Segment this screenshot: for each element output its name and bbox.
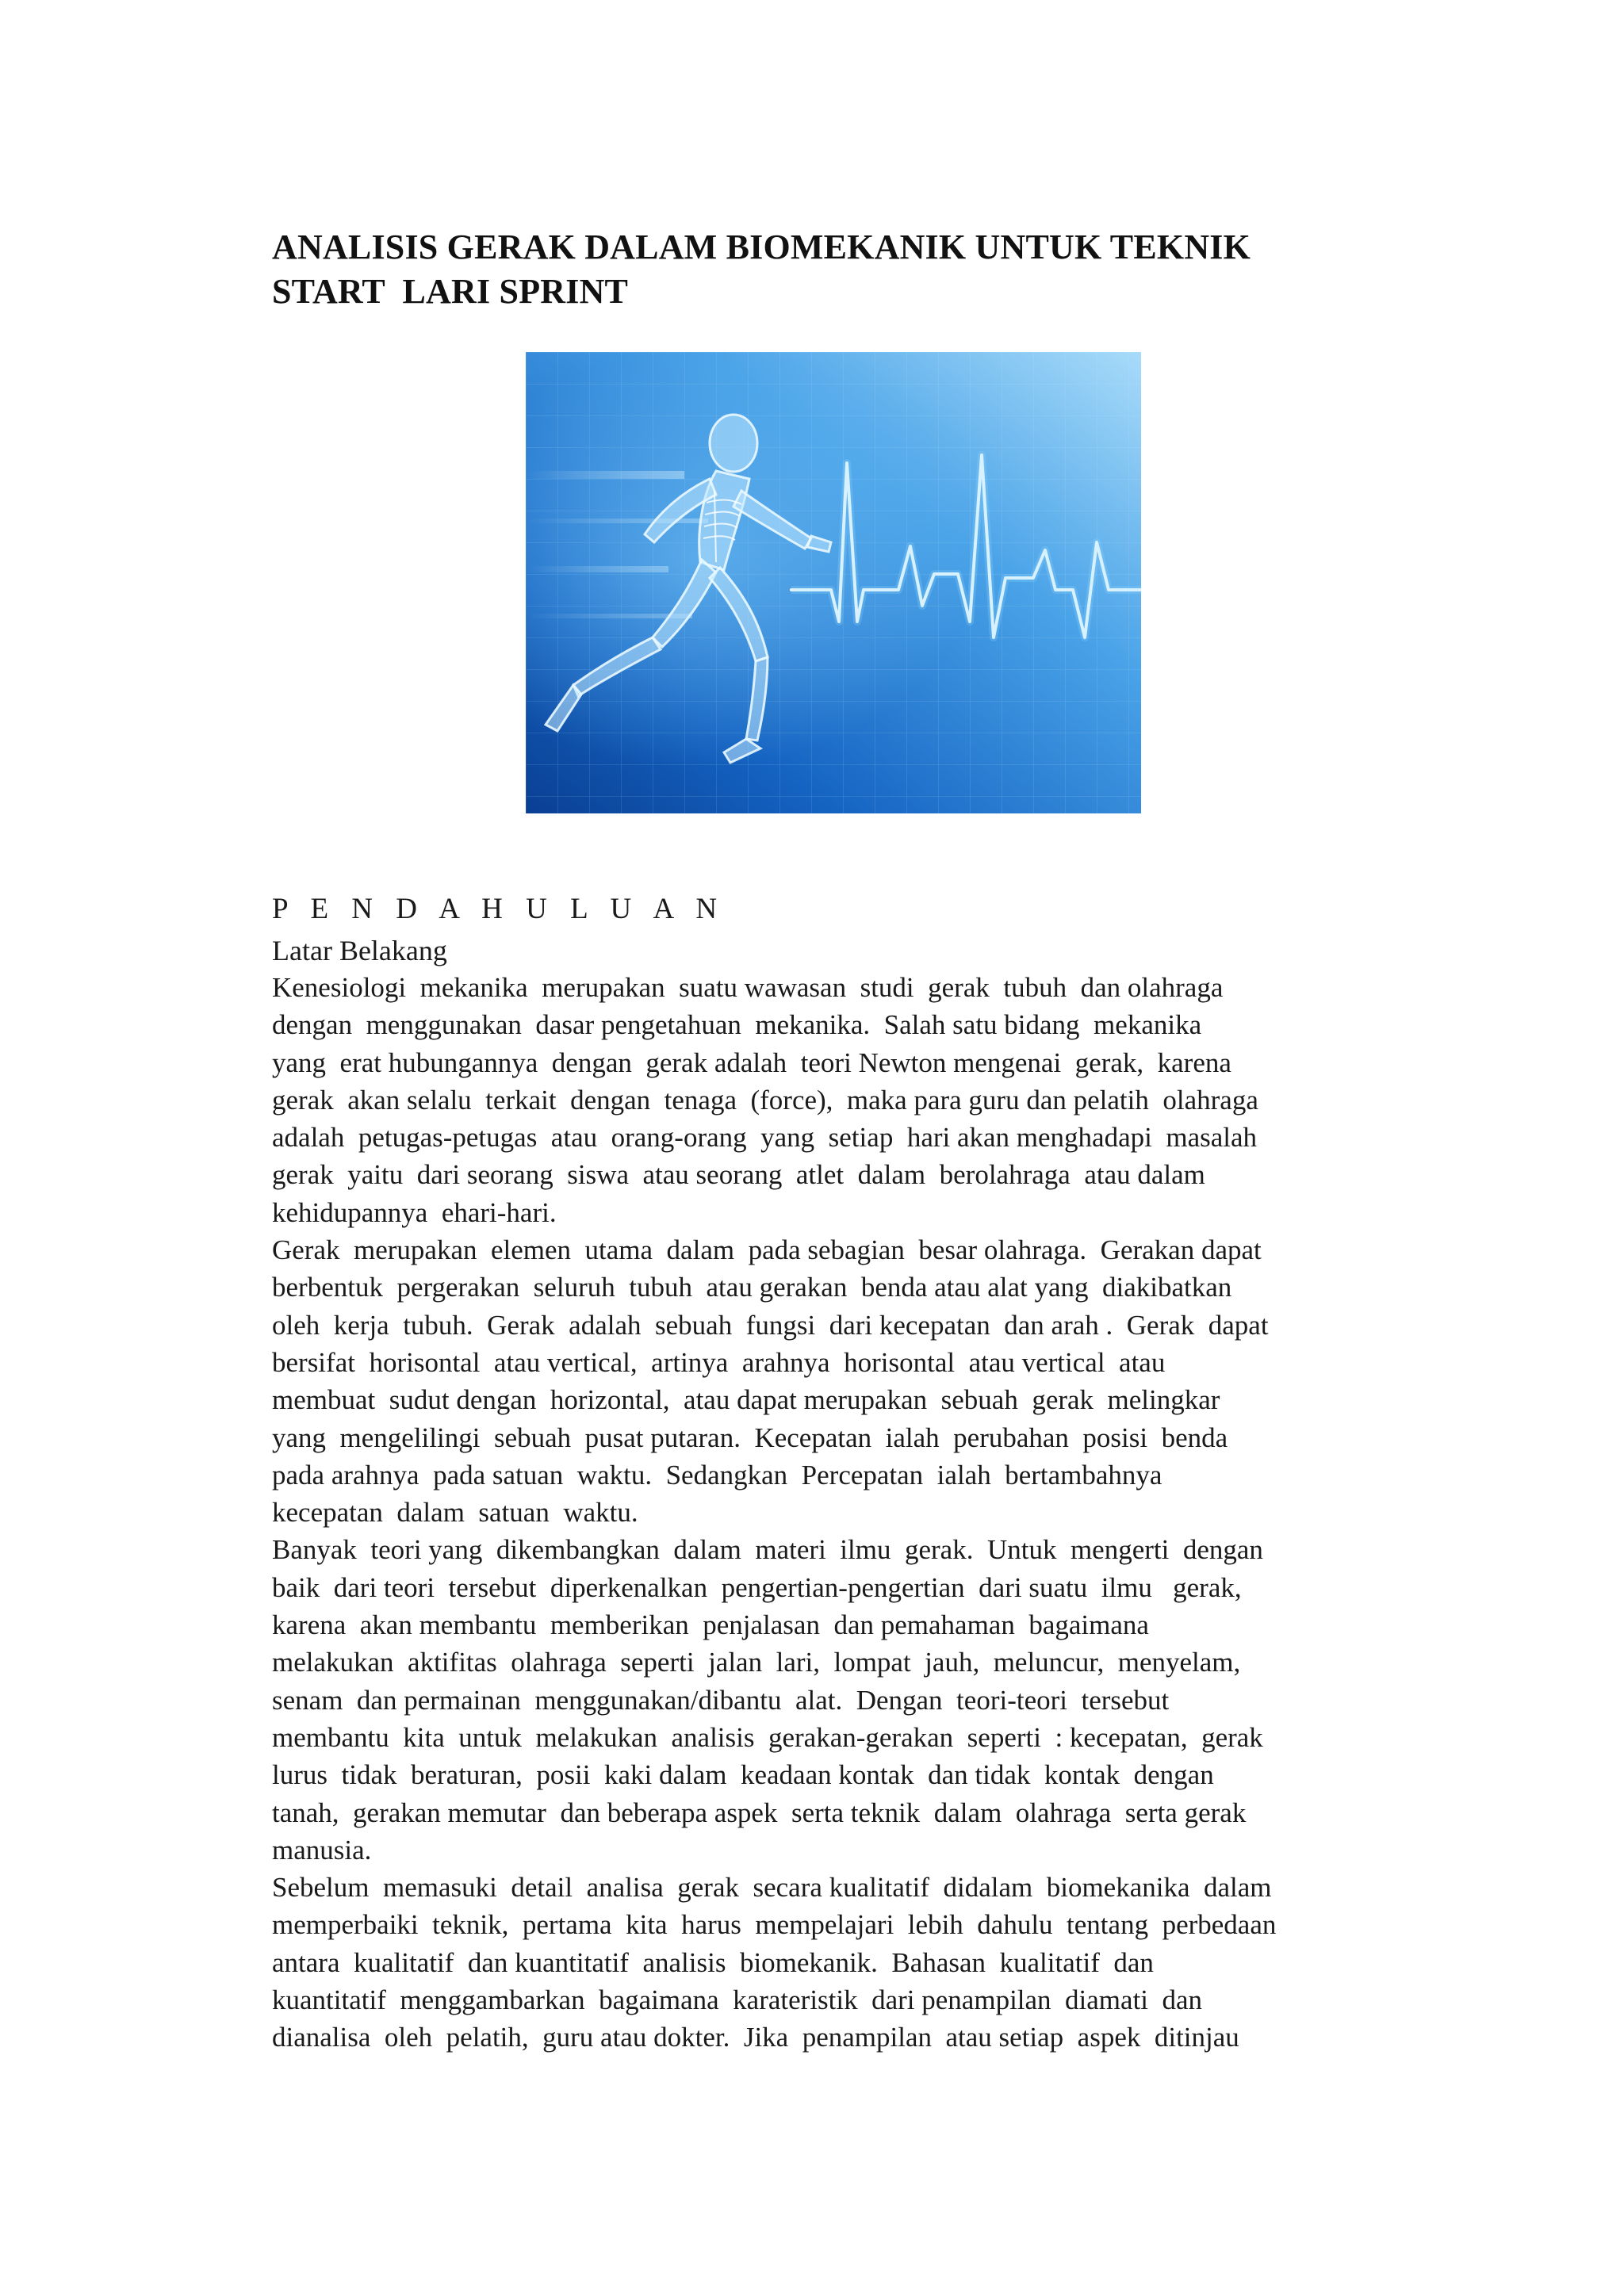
text-line: dengan menggunakan dasar pengetahuan mekanika. Salah satu bidang mekanika <box>272 1009 1202 1041</box>
text-line: yang mengelilingi sebuah pusat putaran. Kecepatan ialah perubahan posisi benda <box>272 1422 1228 1453</box>
text-line: Kenesiologi mekanika merupakan suatu wawasan studi gerak tubuh dan olahraga <box>272 972 1224 1003</box>
document-title <box>272 225 1382 314</box>
text-line: kuantitatif menggambarkan bagaimana karateristik dari penampilan diamati dan <box>272 1984 1203 2016</box>
body-text <box>272 969 1398 2057</box>
text-line: membuat sudut dengan horizontal, atau dapat merupakan sebuah gerak melingkar <box>272 1384 1220 1416</box>
text-line: melakukan aktifitas olahraga seperti jalan lari, lompat jauh, meluncur, menyelam, <box>272 1647 1241 1678</box>
text-line: gerak yaitu dari seorang siswa atau seorang atlet dalam berolahraga atau dalam <box>272 1159 1205 1191</box>
paragraph <box>272 1531 1398 1869</box>
running-skeleton-ecg-illustration <box>526 352 1141 813</box>
title-line: ANALISIS GERAK DALAM BIOMEKANIK UNTUK TEKNIK <box>272 228 1251 266</box>
text-line: manusia. <box>272 1834 372 1866</box>
text-line: yang erat hubungannya dengan gerak adalah teori Newton mengenai gerak, karena <box>272 1047 1231 1078</box>
paragraph <box>272 1869 1398 2056</box>
text-line: kecepatan dalam satuan waktu. <box>272 1497 638 1529</box>
paragraph <box>272 969 1398 1231</box>
text-line: pada arahnya pada satuan waktu. Sedangkan Percepatan ialah bertambahnya <box>272 1459 1162 1490</box>
text-line: Sebelum memasuki detail analisa gerak secara kualitatif didalam biomekanika dalam <box>272 1872 1272 1904</box>
text-line: baik dari teori tersebut diperkenalkan pengertian-pengertian dari suatu ilmu gerak, <box>272 1571 1242 1603</box>
text-line: berbentuk pergerakan seluruh tubuh atau gerakan benda atau alat yang diakibatkan <box>272 1272 1232 1303</box>
text-line: Banyak teori yang dikembangkan dalam materi ilmu gerak. Untuk mengerti dengan <box>272 1534 1263 1566</box>
text-line: karena akan membantu memberikan penjalasan dan pemahaman bagaimana <box>272 1609 1149 1641</box>
text-line: adalah petugas-petugas atau orang-orang yang setiap hari akan menghadapi masalah <box>272 1122 1258 1154</box>
text-line: dianalisa oleh pelatih, guru atau dokter. Jika penampilan atau setiap aspek ditinjau <box>272 2022 1239 2053</box>
text-line: senam dan permainan menggunakan/dibantu alat. Dengan teori-teori tersebut <box>272 1684 1170 1716</box>
text-line: antara kualitatif dan kuantitatif analisis biomekanik. Bahasan kualitatif dan <box>272 1946 1154 1978</box>
text-line: kehidupannya ehari-hari. <box>272 1196 557 1228</box>
text-line: tanah, gerakan memutar dan beberapa aspek serta teknik dalam olahraga serta gerak <box>272 1797 1247 1828</box>
subheading: Latar Belakang <box>272 935 447 966</box>
text-line: Gerak merupakan elemen utama dalam pada sebagian besar olahraga. Gerakan dapat <box>272 1234 1262 1266</box>
section-heading: P E N D A H U L U A N <box>272 893 726 925</box>
running-skeleton-ecg-image <box>526 352 1141 813</box>
text-line: oleh kerja tubuh. Gerak adalah sebuah fungsi dari kecepatan dan arah . Gerak dapat <box>272 1309 1269 1341</box>
paragraph <box>272 1231 1398 1531</box>
text-line: memperbaiki teknik, pertama kita harus mempelajari lebih dahulu tentang perbedaan <box>272 1909 1277 1941</box>
title-line: START LARI SPRINT <box>272 272 629 311</box>
text-line: lurus tidak beraturan, posii kaki dalam keadaan kontak dan tidak kontak dengan <box>272 1759 1214 1791</box>
text-line: gerak akan selalu terkait dengan tenaga (force), maka para guru dan pelatih olahraga <box>272 1084 1258 1115</box>
text-line: membantu kita untuk melakukan analisis gerakan-gerakan seperti : kecepatan, gerak <box>272 1721 1263 1753</box>
text-line: bersifat horisontal atau vertical, artinya arahnya horisontal atau vertical atau <box>272 1346 1166 1378</box>
